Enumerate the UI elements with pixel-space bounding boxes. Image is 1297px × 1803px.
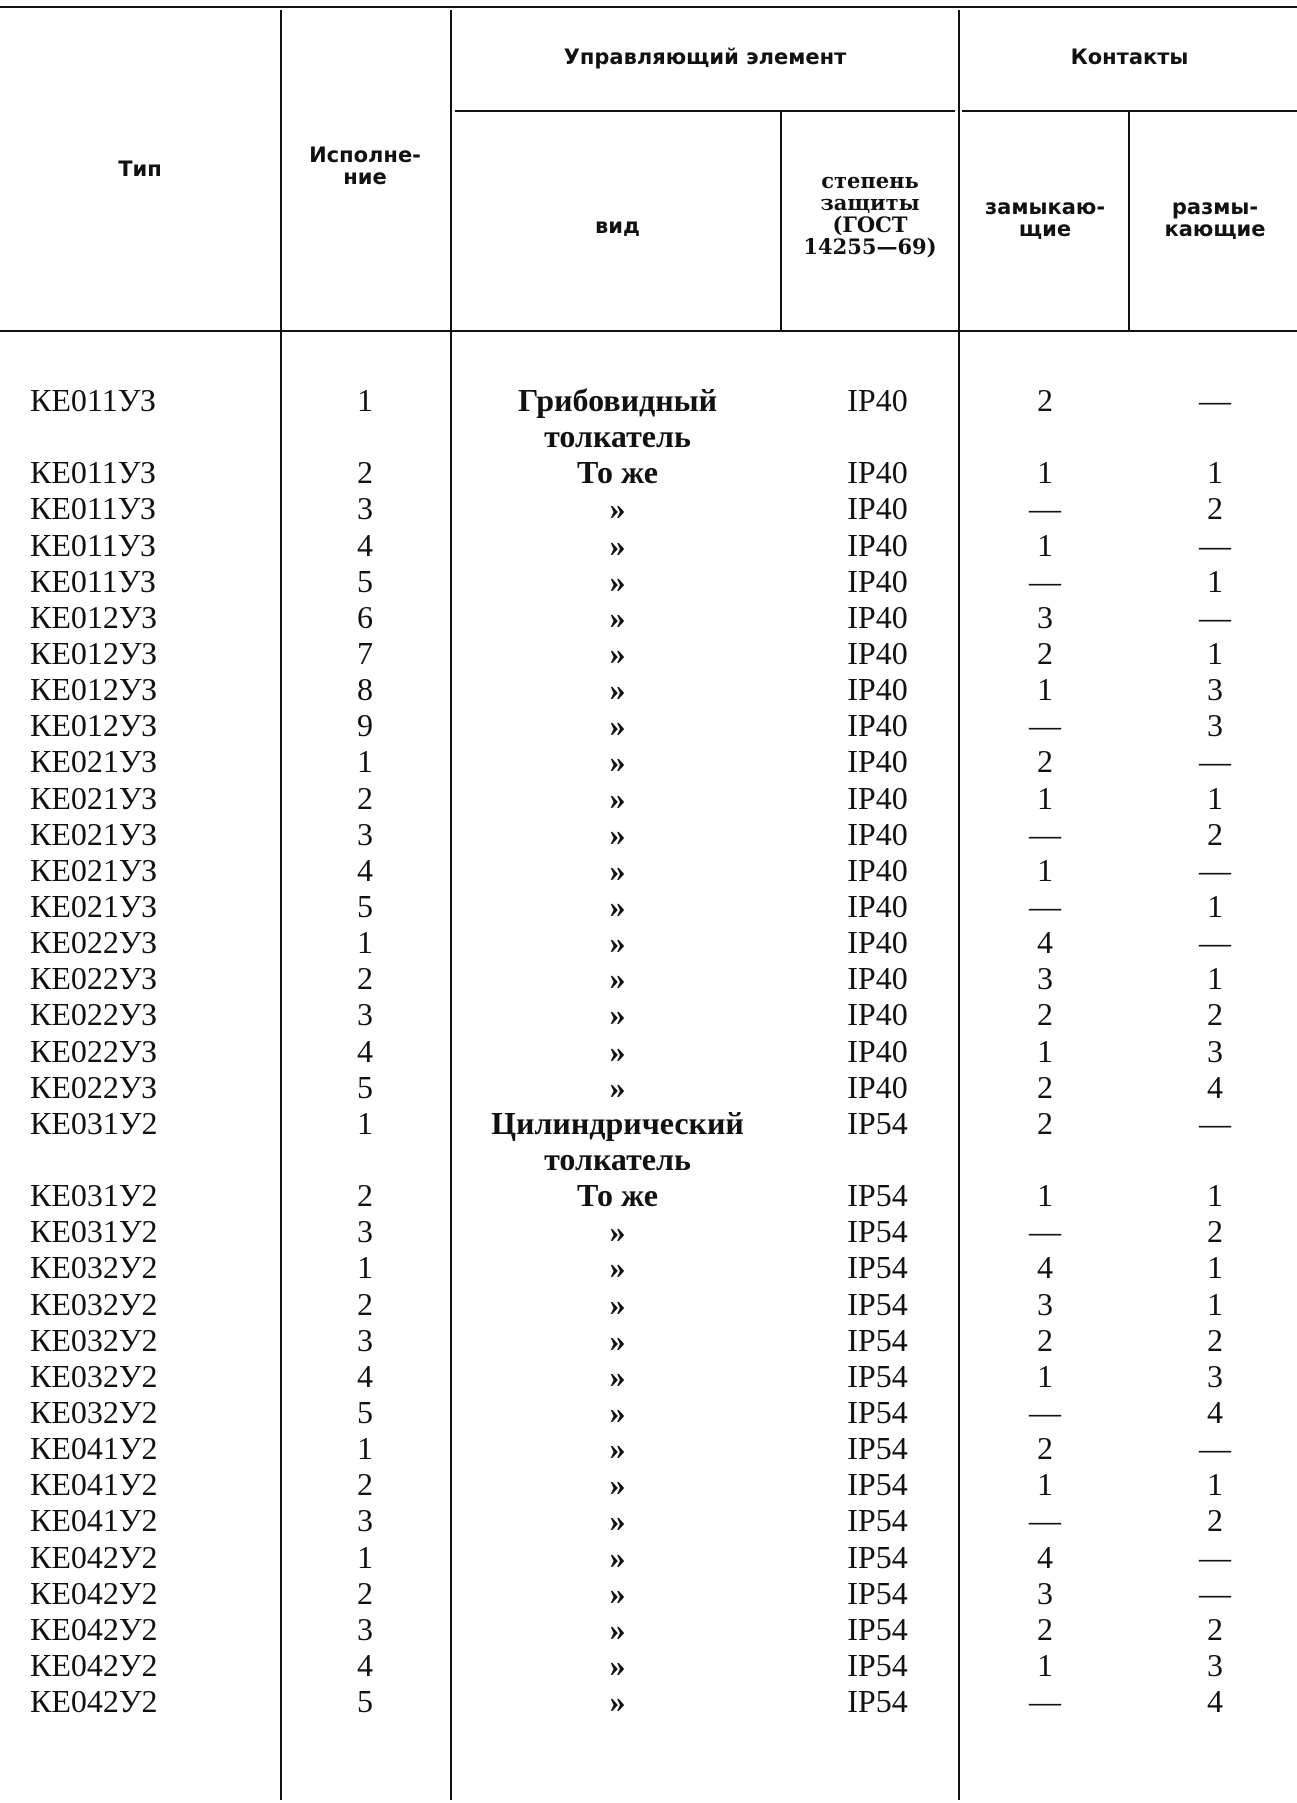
cell-opening: —: [1199, 1538, 1231, 1575]
cell-version: 6: [357, 598, 373, 635]
cell-view: »: [609, 562, 626, 599]
table-row: [0, 1647, 1297, 1683]
cell-opening: —: [1199, 924, 1231, 961]
cell-opening: 1: [1207, 1249, 1223, 1286]
cell-closing: 3: [1037, 1285, 1053, 1322]
cell-opening: 2: [1207, 815, 1223, 852]
cell-opening: 1: [1207, 1285, 1223, 1322]
table-row: [0, 1394, 1297, 1430]
cell-view: »: [609, 887, 626, 924]
cell-closing: —: [1029, 815, 1061, 852]
cell-closing: 1: [1037, 779, 1053, 816]
cell-type: КЕ022УЗ: [30, 960, 158, 997]
cell-version: 3: [357, 996, 373, 1033]
cell-type: КЕ012УЗ: [30, 707, 158, 744]
cell-protection: IP40: [847, 635, 908, 671]
cell-view: »: [609, 815, 626, 852]
cell-opening: 4: [1207, 1683, 1223, 1720]
header-control-group: Управляющий элемент: [563, 45, 847, 69]
cell-view: »: [609, 1502, 626, 1539]
header-type: Тип: [118, 157, 162, 181]
cell-type: КЕ011УЗ: [30, 490, 156, 527]
cell-opening: 3: [1207, 1646, 1223, 1683]
cell-closing: 2: [1037, 1104, 1053, 1141]
cell-opening: 3: [1207, 1357, 1223, 1394]
cell-view: »: [609, 1068, 626, 1105]
table-row: [0, 707, 1297, 743]
cell-type: КЕ031У2: [30, 1213, 158, 1250]
cell-type: КЕ041У2: [30, 1466, 158, 1503]
table-body: [0, 382, 1297, 1719]
cell-opening: —: [1199, 526, 1231, 563]
cell-opening: 1: [1207, 779, 1223, 816]
table-row: [0, 888, 1297, 924]
cell-closing: 2: [1037, 382, 1053, 418]
cell-version: 5: [357, 1683, 373, 1720]
cell-view: »: [609, 1574, 626, 1611]
table-row: [0, 1358, 1297, 1394]
cell-view: »: [609, 1321, 626, 1358]
cell-closing: 1: [1037, 1357, 1053, 1394]
cell-version: 4: [357, 1646, 373, 1683]
table-row: [0, 1430, 1297, 1466]
cell-protection: IP54: [847, 1213, 908, 1250]
cell-type: КЕ011УЗ: [30, 526, 156, 563]
cell-view: »: [609, 635, 626, 671]
cell-type: КЕ022УЗ: [30, 1032, 158, 1069]
cell-opening: —: [1199, 1574, 1231, 1611]
cell-protection: IP54: [847, 1285, 908, 1322]
cell-type: КЕ011УЗ: [30, 454, 156, 491]
cell-closing: 4: [1037, 1249, 1053, 1286]
cell-protection: IP40: [847, 562, 908, 599]
cell-protection: IP54: [847, 1610, 908, 1647]
cell-closing: 1: [1037, 526, 1053, 563]
cell-opening: 2: [1207, 1502, 1223, 1539]
cell-protection: IP54: [847, 1430, 908, 1467]
cell-closing: 2: [1037, 1610, 1053, 1647]
cell-type: КЕ021УЗ: [30, 815, 158, 852]
cell-version: 2: [357, 1466, 373, 1503]
cell-protection: IP40: [847, 924, 908, 961]
cell-type: КЕ042У2: [30, 1538, 158, 1575]
cell-view: »: [609, 1357, 626, 1394]
cell-opening: 2: [1207, 996, 1223, 1033]
cell-opening: 1: [1207, 887, 1223, 924]
cell-closing: 3: [1037, 960, 1053, 997]
header-opening: размы- кающие: [1164, 195, 1266, 241]
cell-type: КЕ021УЗ: [30, 887, 158, 924]
cell-protection: IP40: [847, 382, 908, 418]
cell-protection: IP40: [847, 1032, 908, 1069]
cell-protection: IP40: [847, 598, 908, 635]
cell-closing: —: [1029, 1683, 1061, 1720]
cell-version: 5: [357, 1068, 373, 1105]
table-row: [0, 1322, 1297, 1358]
cell-type: КЕ032У2: [30, 1357, 158, 1394]
cell-version: 9: [357, 707, 373, 744]
cell-closing: 4: [1037, 924, 1053, 961]
cell-type: КЕ022УЗ: [30, 1068, 158, 1105]
table-row: [0, 563, 1297, 599]
cell-closing: 4: [1037, 1538, 1053, 1575]
header-bottom-rule: [0, 330, 1297, 332]
cell-version: 4: [357, 1357, 373, 1394]
cell-opening: 2: [1207, 490, 1223, 527]
cell-version: 2: [357, 1285, 373, 1322]
cell-version: 5: [357, 562, 373, 599]
cell-view: »: [609, 526, 626, 563]
table-row: [0, 1466, 1297, 1502]
cell-closing: —: [1029, 1393, 1061, 1430]
cell-opening: 4: [1207, 1068, 1223, 1105]
cell-view: »: [609, 996, 626, 1033]
column-divider-closing: [1128, 112, 1130, 330]
cell-protection: IP40: [847, 707, 908, 744]
cell-protection: IP54: [847, 1357, 908, 1394]
table-row: [0, 490, 1297, 526]
cell-version: 1: [357, 1249, 373, 1286]
cell-protection: IP54: [847, 1249, 908, 1286]
cell-version: 2: [357, 454, 373, 491]
cell-opening: 3: [1207, 1032, 1223, 1069]
cell-view: »: [609, 743, 626, 780]
cell-version: 5: [357, 1393, 373, 1430]
cell-type: КЕ031У2: [30, 1177, 158, 1214]
cell-type: КЕ012УЗ: [30, 598, 158, 635]
cell-type: КЕ021УЗ: [30, 779, 158, 816]
cell-opening: —: [1199, 851, 1231, 888]
cell-closing: 1: [1037, 1466, 1053, 1503]
cell-version: 3: [357, 1502, 373, 1539]
header-view: вид: [595, 214, 640, 238]
table-row: [0, 1286, 1297, 1322]
table-row: [0, 671, 1297, 707]
cell-opening: 1: [1207, 562, 1223, 599]
cell-view: »: [609, 490, 626, 527]
table-row: [0, 852, 1297, 888]
cell-protection: IP40: [847, 526, 908, 563]
cell-view: »: [609, 1610, 626, 1647]
cell-view: »: [609, 707, 626, 744]
cell-protection: IP40: [847, 960, 908, 997]
cell-opening: —: [1199, 382, 1231, 418]
cell-type: КЕ011УЗ: [30, 382, 156, 418]
control-group-rule: [455, 110, 955, 112]
cell-protection: IP40: [847, 815, 908, 852]
cell-view: »: [609, 598, 626, 635]
cell-closing: 1: [1037, 1177, 1053, 1214]
table-row: [0, 996, 1297, 1032]
table-row: [0, 780, 1297, 816]
cell-version: 4: [357, 851, 373, 888]
cell-type: КЕ031У2: [30, 1104, 158, 1141]
header-protection: степень защиты (ГОСТ 14255—69): [803, 168, 937, 259]
table-row: [0, 1033, 1297, 1069]
cell-opening: 3: [1207, 671, 1223, 708]
table-row: [0, 1105, 1297, 1177]
cell-opening: 2: [1207, 1213, 1223, 1250]
table-row: [0, 960, 1297, 996]
cell-type: КЕ012УЗ: [30, 635, 158, 671]
cell-protection: IP54: [847, 1104, 908, 1141]
cell-protection: IP40: [847, 996, 908, 1033]
cell-view: »: [609, 1646, 626, 1683]
cell-opening: 1: [1207, 1177, 1223, 1214]
cell-type: КЕ032У2: [30, 1285, 158, 1322]
cell-opening: —: [1199, 1104, 1231, 1141]
cell-closing: 2: [1037, 635, 1053, 671]
cell-view: То же: [577, 1177, 658, 1214]
cell-view: »: [609, 1285, 626, 1322]
cell-type: КЕ032У2: [30, 1249, 158, 1286]
cell-version: 8: [357, 671, 373, 708]
cell-opening: 3: [1207, 707, 1223, 744]
cell-type: КЕ021УЗ: [30, 743, 158, 780]
cell-protection: IP40: [847, 743, 908, 780]
cell-protection: IP54: [847, 1177, 908, 1214]
cell-opening: 4: [1207, 1393, 1223, 1430]
cell-view: Цилиндрический толкатель: [491, 1104, 744, 1177]
table-row: [0, 924, 1297, 960]
cell-protection: IP40: [847, 454, 908, 491]
table-row: [0, 599, 1297, 635]
cell-version: 2: [357, 1177, 373, 1214]
table-row: [0, 1502, 1297, 1538]
cell-view: »: [609, 1538, 626, 1575]
cell-view: »: [609, 1213, 626, 1250]
cell-view: Грибовидный толкатель: [517, 382, 718, 454]
cell-closing: 3: [1037, 598, 1053, 635]
cell-protection: IP54: [847, 1538, 908, 1575]
cell-closing: —: [1029, 490, 1061, 527]
table-row: [0, 1177, 1297, 1213]
cell-version: 1: [357, 382, 373, 418]
cell-view: То же: [577, 454, 658, 491]
cell-version: 2: [357, 960, 373, 997]
cell-opening: —: [1199, 598, 1231, 635]
cell-closing: —: [1029, 707, 1061, 744]
cell-opening: 2: [1207, 1321, 1223, 1358]
cell-closing: 3: [1037, 1574, 1053, 1611]
cell-type: КЕ022УЗ: [30, 996, 158, 1033]
header-closing: замыкаю- щие: [984, 195, 1106, 241]
cell-version: 3: [357, 490, 373, 527]
cell-type: КЕ042У2: [30, 1646, 158, 1683]
cell-protection: IP54: [847, 1646, 908, 1683]
cell-protection: IP54: [847, 1574, 908, 1611]
table-row: [0, 527, 1297, 563]
cell-opening: —: [1199, 743, 1231, 780]
cell-protection: IP54: [847, 1683, 908, 1720]
cell-version: 1: [357, 1430, 373, 1467]
table-row: [0, 743, 1297, 779]
cell-closing: 2: [1037, 1321, 1053, 1358]
header-contacts-group: Контакты: [1070, 45, 1189, 69]
cell-protection: IP40: [847, 1068, 908, 1105]
cell-closing: 1: [1037, 671, 1053, 708]
cell-view: »: [609, 1032, 626, 1069]
cell-view: »: [609, 671, 626, 708]
cell-view: »: [609, 924, 626, 961]
table-row: [0, 1539, 1297, 1575]
cell-version: 2: [357, 1574, 373, 1611]
cell-closing: 1: [1037, 1646, 1053, 1683]
cell-version: 4: [357, 526, 373, 563]
cell-type: КЕ011УЗ: [30, 562, 156, 599]
cell-protection: IP40: [847, 887, 908, 924]
table-row: [0, 1683, 1297, 1719]
cell-type: КЕ012УЗ: [30, 671, 158, 708]
cell-view: »: [609, 851, 626, 888]
cell-closing: 2: [1037, 1430, 1053, 1467]
cell-type: КЕ041У2: [30, 1502, 158, 1539]
cell-opening: 1: [1207, 960, 1223, 997]
cell-type: КЕ042У2: [30, 1683, 158, 1720]
table-row: [0, 454, 1297, 490]
cell-type: КЕ041У2: [30, 1430, 158, 1467]
column-divider-view: [780, 112, 782, 330]
table-row: [0, 382, 1297, 454]
cell-version: 1: [357, 743, 373, 780]
cell-closing: 1: [1037, 1032, 1053, 1069]
cell-closing: 1: [1037, 454, 1053, 491]
table-row: [0, 1213, 1297, 1249]
cell-type: КЕ042У2: [30, 1610, 158, 1647]
cell-type: КЕ021УЗ: [30, 851, 158, 888]
cell-version: 2: [357, 779, 373, 816]
cell-protection: IP54: [847, 1321, 908, 1358]
cell-view: »: [609, 960, 626, 997]
cell-type: КЕ032У2: [30, 1393, 158, 1430]
cell-protection: IP40: [847, 851, 908, 888]
cell-opening: 2: [1207, 1610, 1223, 1647]
cell-view: »: [609, 1466, 626, 1503]
cell-opening: 1: [1207, 1466, 1223, 1503]
table-row: [0, 1575, 1297, 1611]
header-version: Исполне- ние: [309, 143, 421, 189]
cell-version: 1: [357, 1104, 373, 1141]
cell-closing: —: [1029, 1502, 1061, 1539]
cell-version: 3: [357, 1213, 373, 1250]
cell-closing: 1: [1037, 851, 1053, 888]
cell-closing: 2: [1037, 996, 1053, 1033]
cell-version: 4: [357, 1032, 373, 1069]
cell-opening: 1: [1207, 635, 1223, 671]
cell-closing: —: [1029, 562, 1061, 599]
table-row: [0, 1249, 1297, 1285]
cell-version: 3: [357, 1610, 373, 1647]
cell-version: 1: [357, 924, 373, 961]
cell-opening: 1: [1207, 454, 1223, 491]
cell-protection: IP54: [847, 1393, 908, 1430]
cell-protection: IP40: [847, 671, 908, 708]
cell-view: »: [609, 1393, 626, 1430]
cell-type: КЕ022УЗ: [30, 924, 158, 961]
cell-version: 3: [357, 815, 373, 852]
cell-protection: IP40: [847, 779, 908, 816]
cell-version: 5: [357, 887, 373, 924]
table-row: [0, 1611, 1297, 1647]
cell-protection: IP54: [847, 1466, 908, 1503]
table-row: [0, 816, 1297, 852]
cell-view: »: [609, 1683, 626, 1720]
cell-closing: —: [1029, 1213, 1061, 1250]
cell-view: »: [609, 1249, 626, 1286]
cell-view: »: [609, 779, 626, 816]
cell-closing: —: [1029, 887, 1061, 924]
table-row: [0, 635, 1297, 671]
cell-version: 7: [357, 635, 373, 671]
cell-opening: —: [1199, 1430, 1231, 1467]
cell-protection: IP40: [847, 490, 908, 527]
cell-version: 3: [357, 1321, 373, 1358]
cell-closing: 2: [1037, 743, 1053, 780]
cell-protection: IP54: [847, 1502, 908, 1539]
cell-version: 1: [357, 1538, 373, 1575]
cell-closing: 2: [1037, 1068, 1053, 1105]
top-rule: [0, 6, 1297, 8]
cell-view: »: [609, 1430, 626, 1467]
table-row: [0, 1069, 1297, 1105]
cell-type: КЕ032У2: [30, 1321, 158, 1358]
cell-type: КЕ042У2: [30, 1574, 158, 1611]
